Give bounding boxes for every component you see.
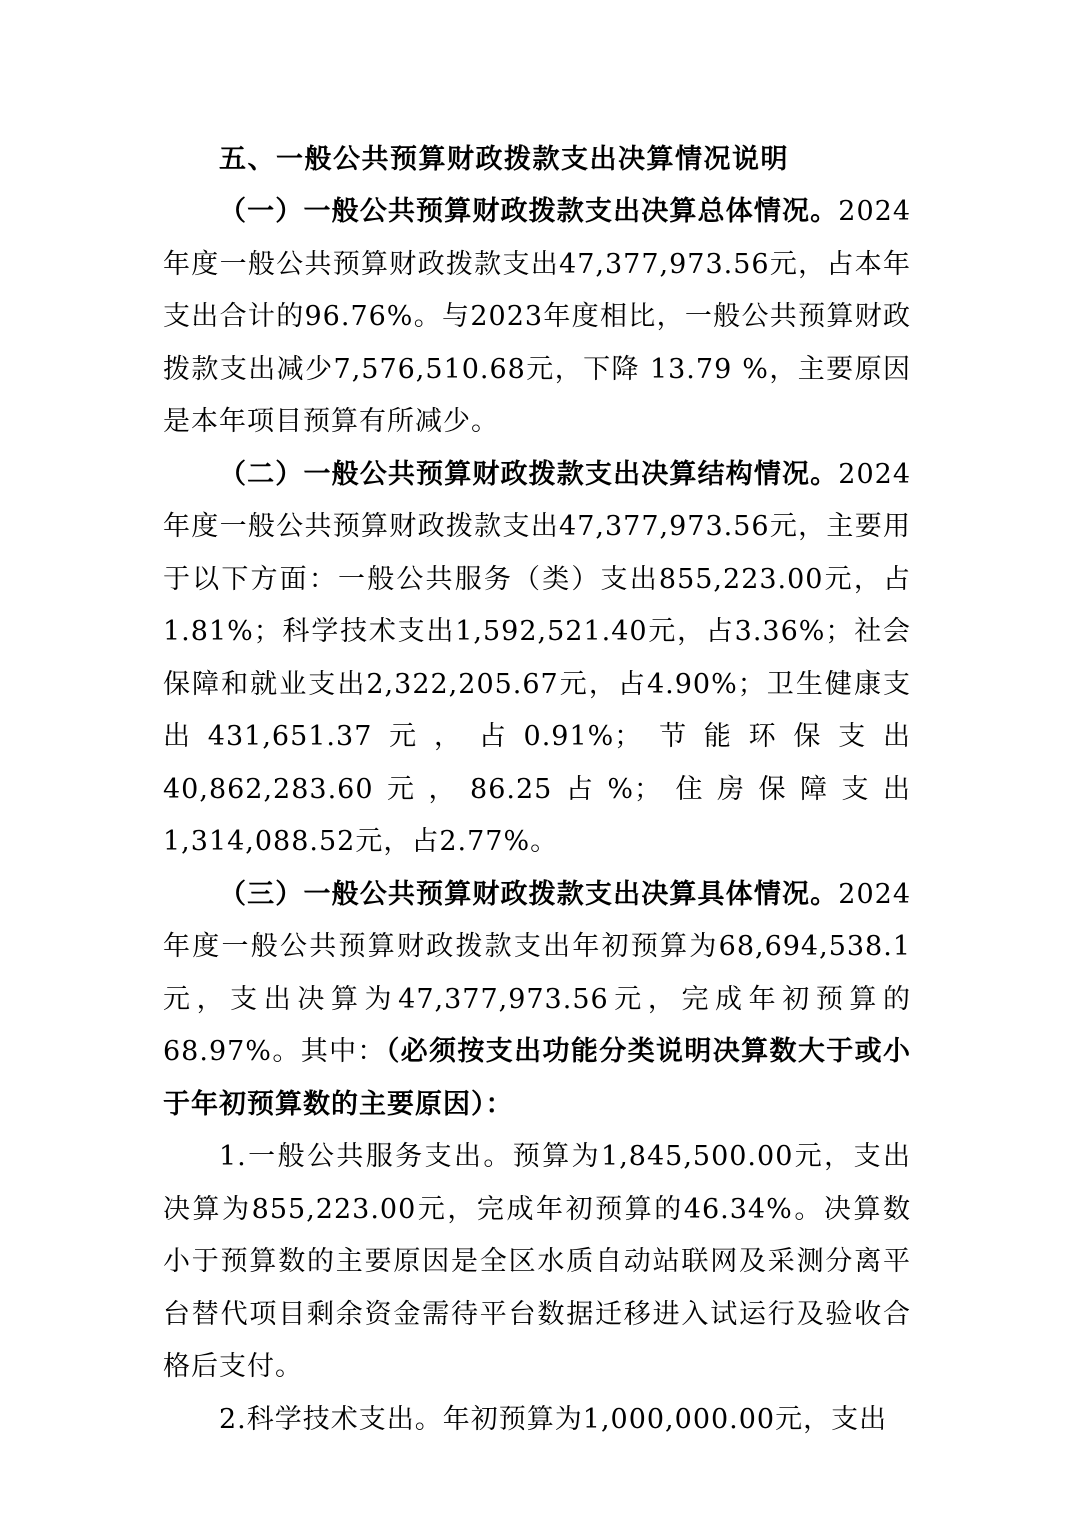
paragraph-details	[163, 869, 911, 1132]
paragraph-structure-lead: （二）一般公共预算财政拨款支出决算结构情况。	[219, 458, 839, 490]
paragraph-overall	[163, 186, 911, 449]
paragraph-item-2: 2.科学技术支出。年初预算为1,000,000.00元，支出	[219, 1403, 888, 1435]
document-page	[163, 134, 911, 1446]
paragraph-structure	[163, 449, 911, 869]
section-title: 五、一般公共预算财政拨款支出决算情况说明	[219, 144, 789, 175]
paragraph-item-1: 1.一般公共服务支出。预算为1,845,500.00元，支出决算为855,223.00元，完成年初预算的46.34%。决算数小于预算数的主要原因是全区水质自动站联网及采测分离平台替代项目剩余资金需待平台数据迁移进入试运行及验收合格后支付。	[163, 1141, 911, 1382]
paragraph-details-lead: （三）一般公共预算财政拨款支出决算具体情况。	[219, 878, 839, 910]
paragraph-details-note: （必须按支出功能分类说明决算数大于或小于年初预算数的主要原因）：	[163, 1036, 912, 1120]
paragraph-details-text: 2024年度一般公共预算财政拨款支出年初预算为68,694,538.1元，支出决算为47,377,973.56元，完成年初预算的68.97%。其中：	[163, 878, 911, 1067]
paragraph-structure-text: 2024年度一般公共预算财政拨款支出47,377,973.56元，主要用于以下方面：一般公共服务（类）支出855,223.00元，占1.81%；科学技术支出1,592,521.40元，占3.36%；社会保障和就业支出2,322,205.67元，占4.90%；卫生健康支出431,651.37元，占0.91%；节能环保支出40,862,283.60元，86.25占%；住房保障支出1,314,088.52元，占2.77%。	[163, 458, 911, 857]
paragraph-overall-lead: （一）一般公共预算财政拨款支出决算总体情况。	[219, 196, 839, 227]
paragraph-overall-text: 2024年度一般公共预算财政拨款支出47,377,973.56元，占本年支出合计的96.76%。与2023年度相比，一般公共预算财政拨款支出减少7,576,510.68元，下降 13.79 %，主要原因是本年项目预算有所减少。	[163, 196, 911, 437]
